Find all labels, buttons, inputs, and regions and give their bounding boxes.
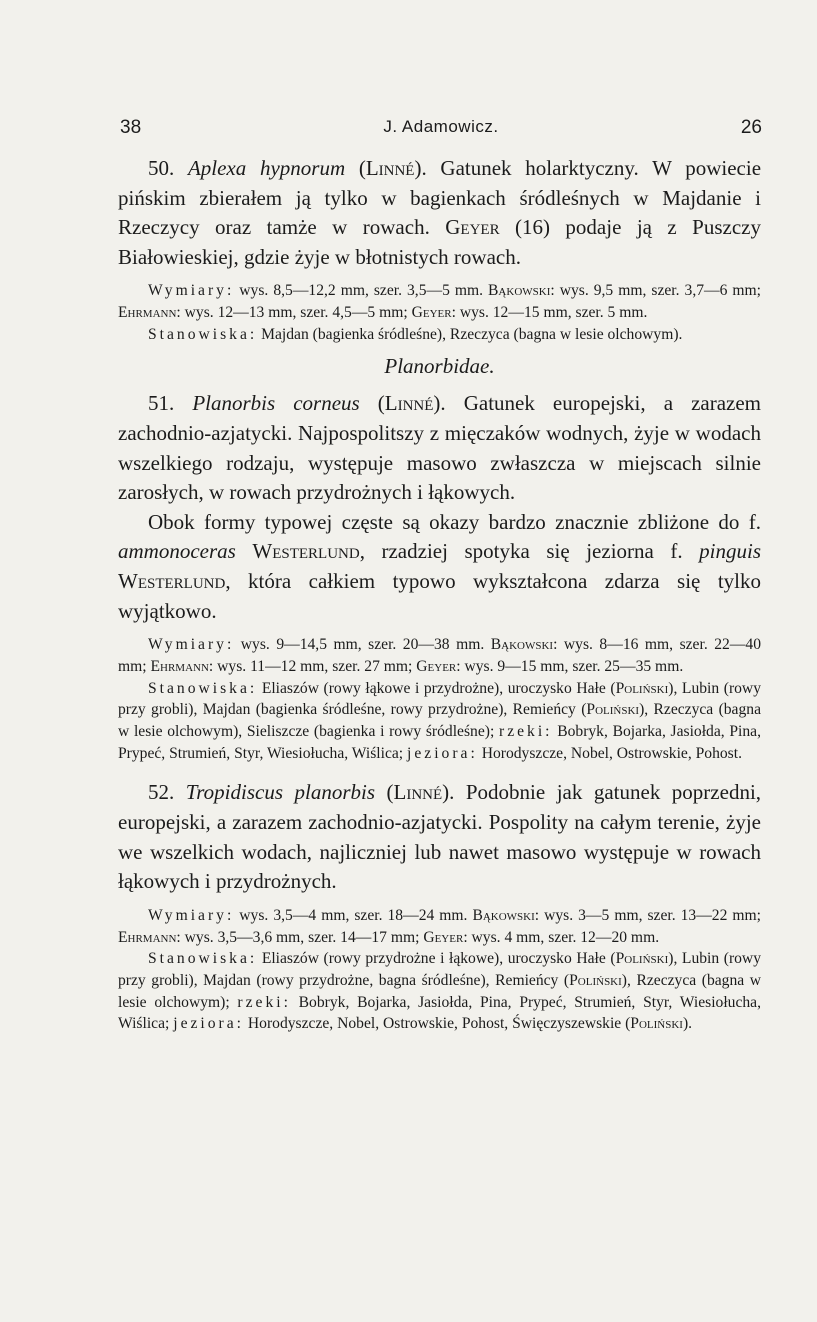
cited-author: Poliński xyxy=(615,950,669,968)
lakes-label: jeziora: xyxy=(407,744,478,762)
cited-author: Geyer xyxy=(411,304,452,322)
species-50-dimensions xyxy=(118,280,761,323)
dimensions-text: : wys. 4 mm, szer. 12—20 mm. xyxy=(463,928,660,946)
page-number-left: 38 xyxy=(120,117,142,138)
species-51-dimensions xyxy=(118,634,761,677)
description-text: , rzadziej spotyka się jeziorna f. xyxy=(359,539,700,564)
localities-text: ), Rzeczyca (bagna w lesie olchowym); xyxy=(118,971,761,1011)
cited-author: Poliński xyxy=(586,701,640,719)
localities-text: ), Lubin (rowy przy grobli), Majdan (bagienka śródleśne, rowy przydrożne), Remieńcy ( xyxy=(118,679,761,719)
cited-author: Ehrmann xyxy=(150,657,209,675)
species-name: Tropidiscus planorbis xyxy=(185,780,375,805)
page-body xyxy=(118,154,761,1035)
cited-author: Westerlund xyxy=(118,569,226,594)
rivers-label: rzeki: xyxy=(499,723,553,741)
species-50-description xyxy=(118,154,761,272)
localities-text: Bobryk, Bojarka, Jasiołda, Pina, Prypeć, Strumień, Styr, Wiesiołucha, Wiślica; xyxy=(118,723,762,762)
dimensions-text: wys. 3,5—4 mm, szer. 18—24 mm. xyxy=(234,906,473,924)
cited-author: Bąkowski xyxy=(490,636,554,654)
localities-text: Horodyszcze, Nobel, Ostrowskie, Pohost. xyxy=(477,744,742,762)
species-author: (Linné) xyxy=(358,156,422,180)
localities-label: Stanowiska: xyxy=(148,679,258,697)
species-number: 51. xyxy=(148,391,175,416)
running-author: J. Adamowicz. xyxy=(383,117,499,136)
lakes-label: jeziora: xyxy=(173,1015,244,1033)
dimensions-text: : wys. 8—16 mm, szer. 22—40 mm; xyxy=(118,636,761,675)
dimensions-text: wys. 9—14,5 mm, szer. 20—38 mm. xyxy=(234,636,491,654)
species-50-localities xyxy=(118,324,761,346)
dimensions-text: : wys. 3—5 mm, szer. 13—22 mm; xyxy=(534,906,761,924)
species-52-dimensions xyxy=(118,905,761,948)
form-name: ammonoceras xyxy=(118,539,236,564)
description-text: Obok formy typowej częste są okazy bardzo znacznie zbliżone do f. xyxy=(148,509,761,534)
running-header xyxy=(120,117,762,147)
dimensions-text: : wys. 3,5—3,6 mm, szer. 14—17 mm; xyxy=(176,928,424,946)
localities-text: Horodyszcze, Nobel, Ostrowskie, Pohost, Święczyszewskie ( xyxy=(244,1015,631,1033)
species-52-localities xyxy=(118,948,761,1035)
description-text: , która całkiem typowo wykształcona zdarza się tylko wyjątkowo. xyxy=(118,569,761,623)
page-number-right: 26 xyxy=(740,117,762,138)
cited-author: Bąkowski xyxy=(488,282,551,300)
species-author: (Linné) xyxy=(377,391,441,416)
localities-text: Eliaszów (rowy przydrożne i łąkowe), uroczysko Hałe ( xyxy=(257,950,616,968)
localities-label: Stanowiska: xyxy=(148,325,258,343)
localities-text: ), Lubin (rowy przy grobli), Majdan (rowy przydrożne, bagna śródleśne), Remieńcy ( xyxy=(118,950,761,989)
form-name: pinguis xyxy=(699,539,762,564)
cited-author: Geyer xyxy=(423,928,464,946)
dimensions-text: : wys. 9—15 mm, szer. 25—35 mm. xyxy=(456,657,684,675)
species-name: Aplexa hypnorum xyxy=(187,156,346,180)
description-text: . Gatunek holarktyczny. W powiecie pińskim zbierałem ją tylko w bagienkach śródleśnych w Majdanie i Rzeczycy oraz tamże w rowach. xyxy=(118,156,762,240)
species-51-description xyxy=(118,389,761,507)
species-author: (Linné) xyxy=(386,780,450,805)
species-name: Planorbis corneus xyxy=(192,391,360,416)
family-heading: Planorbidae. xyxy=(384,354,495,379)
dimensions-text: wys. 8,5—12,2 mm, szer. 3,5—5 mm. xyxy=(234,282,489,300)
description-text: (16) podaje ją z Puszczy Białowieskiej, gdzie żyje w błotnistych rowach. xyxy=(118,215,761,269)
cited-author: Poliński xyxy=(569,971,622,989)
description-text: . Gatunek europejski, a zarazem zachodnio-azjatycki. Najpospolitszy z mięczaków wodnych, żyje w wodach wszelkiego rodzaju, występuje masowo zwłaszcza w miejscach silnie zarosłych, w rowach przydrożnych i łąkowych. xyxy=(118,391,762,505)
species-number: 50. xyxy=(148,156,175,180)
species-51-forms xyxy=(118,508,761,626)
dimensions-text: : wys. 9,5 mm, szer. 3,7—6 mm; xyxy=(550,282,761,300)
species-51-localities xyxy=(118,678,761,765)
localities-label: Stanowiska: xyxy=(148,950,258,968)
cited-author: Ehrmann xyxy=(118,304,177,322)
cited-author: Poliński xyxy=(615,679,669,697)
localities-text: Eliaszów (rowy łąkowe i przydrożne), uroczysko Hałe ( xyxy=(257,679,616,697)
cited-author: Geyer xyxy=(445,215,500,240)
cited-author: Ehrmann xyxy=(118,928,177,946)
cited-author: Westerlund xyxy=(252,539,360,564)
localities-text: Majdan (bagienka śródleśne), Rzeczyca (bagna w lesie olchowym). xyxy=(257,325,683,343)
cited-author: Poliński xyxy=(630,1015,683,1033)
description-text: . Podobnie jak gatunek poprzedni, europejski, a zarazem zachodnio-azjatycki. Pospolity na całym terenie, żyje we wszelkich wodach, najliczniej lub nawet masowo występuje w rowach łąkowych i przydrożnych. xyxy=(118,780,762,894)
dimensions-text: : wys. 11—12 mm, szer. 27 mm; xyxy=(208,657,417,675)
rivers-label: rzeki: xyxy=(237,993,291,1011)
cited-author: Bąkowski xyxy=(472,906,535,924)
dimensions-label: Wymiary: xyxy=(148,906,235,924)
localities-text: ), Rzeczyca (bagna w lesie olchowym), Sieliszcze (bagienka i rowy śródleśne); xyxy=(118,701,761,741)
cited-author: Geyer xyxy=(416,657,457,675)
dimensions-text: : wys. 12—15 mm, szer. 5 mm. xyxy=(451,304,648,322)
dimensions-label: Wymiary: xyxy=(148,282,235,300)
dimensions-label: Wymiary: xyxy=(148,636,235,654)
dimensions-text: : wys. 12—13 mm, szer. 4,5—5 mm; xyxy=(176,304,412,322)
localities-text: Bobryk, Bojarka, Jasiołda, Pina, Prypeć, Strumień, Styr, Wiesiołucha, Wiślica; xyxy=(118,993,762,1033)
localities-text: ). xyxy=(682,1015,693,1033)
species-52-description xyxy=(118,778,761,896)
species-number: 52. xyxy=(148,780,175,805)
